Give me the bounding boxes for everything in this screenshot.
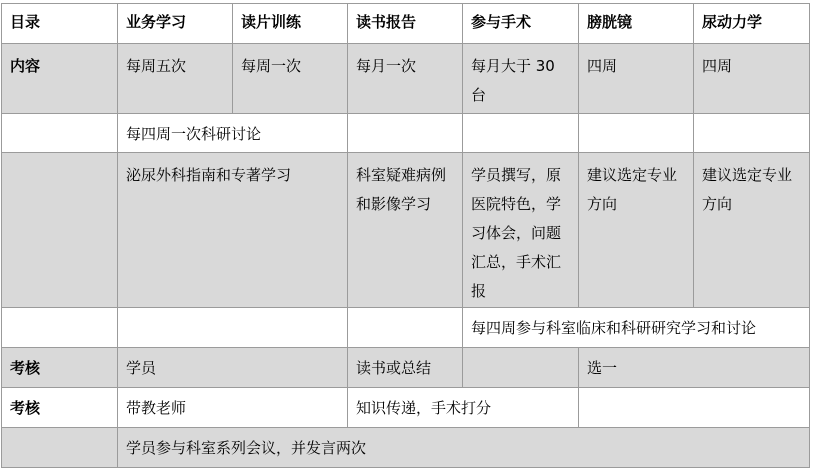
- monthly-discussion-row: [2, 114, 810, 153]
- header-cell-catalog: 目录: [2, 4, 118, 44]
- content-cell-study: 每周五次: [118, 44, 233, 114]
- assessment-label: 考核: [2, 388, 118, 428]
- assessment-what-cell: 知识传递，手术打分: [348, 388, 579, 428]
- header-cell-surgery: 参与手术: [463, 4, 579, 44]
- topics-row: [2, 153, 810, 308]
- empty-cell: [118, 308, 348, 348]
- empty-cell: [2, 308, 118, 348]
- monthly-discussion-cell: 每四周一次科研讨论: [118, 114, 348, 153]
- assessment-row-teacher: [2, 388, 810, 428]
- header-row: [2, 4, 810, 44]
- assessment-what-cell: 读书或总结: [348, 348, 463, 388]
- assessment-who-cell: 带教老师: [118, 388, 348, 428]
- topics-cell-report: 科室疑难病例和影像学习: [348, 153, 463, 308]
- research-cell: 每四周参与科室临床和科研研究学习和讨论: [463, 308, 810, 348]
- header-cell-cystoscopy: 膀胱镜: [579, 4, 694, 44]
- empty-cell: [348, 308, 463, 348]
- empty-cell: [2, 114, 118, 153]
- header-cell-reading-report: 读书报告: [348, 4, 463, 44]
- header-cell-film-reading: 读片训练: [233, 4, 348, 44]
- empty-cell: [2, 153, 118, 308]
- topics-cell-surgery: 学员撰写，原医院特色，学习体会，问题汇总，手术汇报: [463, 153, 579, 308]
- assessment-choice-cell: 选一: [579, 348, 810, 388]
- content-row: [2, 44, 810, 114]
- assessment-row-trainee: [2, 348, 810, 388]
- topics-cell-study: 泌尿外科指南和专著学习: [118, 153, 348, 308]
- content-row-label: 内容: [2, 44, 118, 114]
- empty-cell: [463, 114, 579, 153]
- header-cell-study: 业务学习: [118, 4, 233, 44]
- empty-cell: [2, 428, 118, 468]
- content-cell-surgery: 每月大于 30 台: [463, 44, 579, 114]
- header-cell-urodynamics: 尿动力学: [694, 4, 810, 44]
- topics-cell-urodynamics: 建议选定专业方向: [694, 153, 810, 308]
- meeting-cell: 学员参与科室系列会议，并发言两次: [118, 428, 810, 468]
- empty-cell: [579, 114, 694, 153]
- research-row: [2, 308, 810, 348]
- empty-cell: [463, 348, 579, 388]
- content-cell-film-reading: 每周一次: [233, 44, 348, 114]
- topics-cell-cystoscopy: 建议选定专业方向: [579, 153, 694, 308]
- content-cell-cystoscopy: 四周: [579, 44, 694, 114]
- training-schedule-table: [1, 3, 810, 468]
- empty-cell: [579, 388, 810, 428]
- empty-cell: [348, 114, 463, 153]
- meeting-row: [2, 428, 810, 468]
- content-cell-urodynamics: 四周: [694, 44, 810, 114]
- empty-cell: [694, 114, 810, 153]
- content-cell-reading-report: 每月一次: [348, 44, 463, 114]
- assessment-label: 考核: [2, 348, 118, 388]
- assessment-who-cell: 学员: [118, 348, 348, 388]
